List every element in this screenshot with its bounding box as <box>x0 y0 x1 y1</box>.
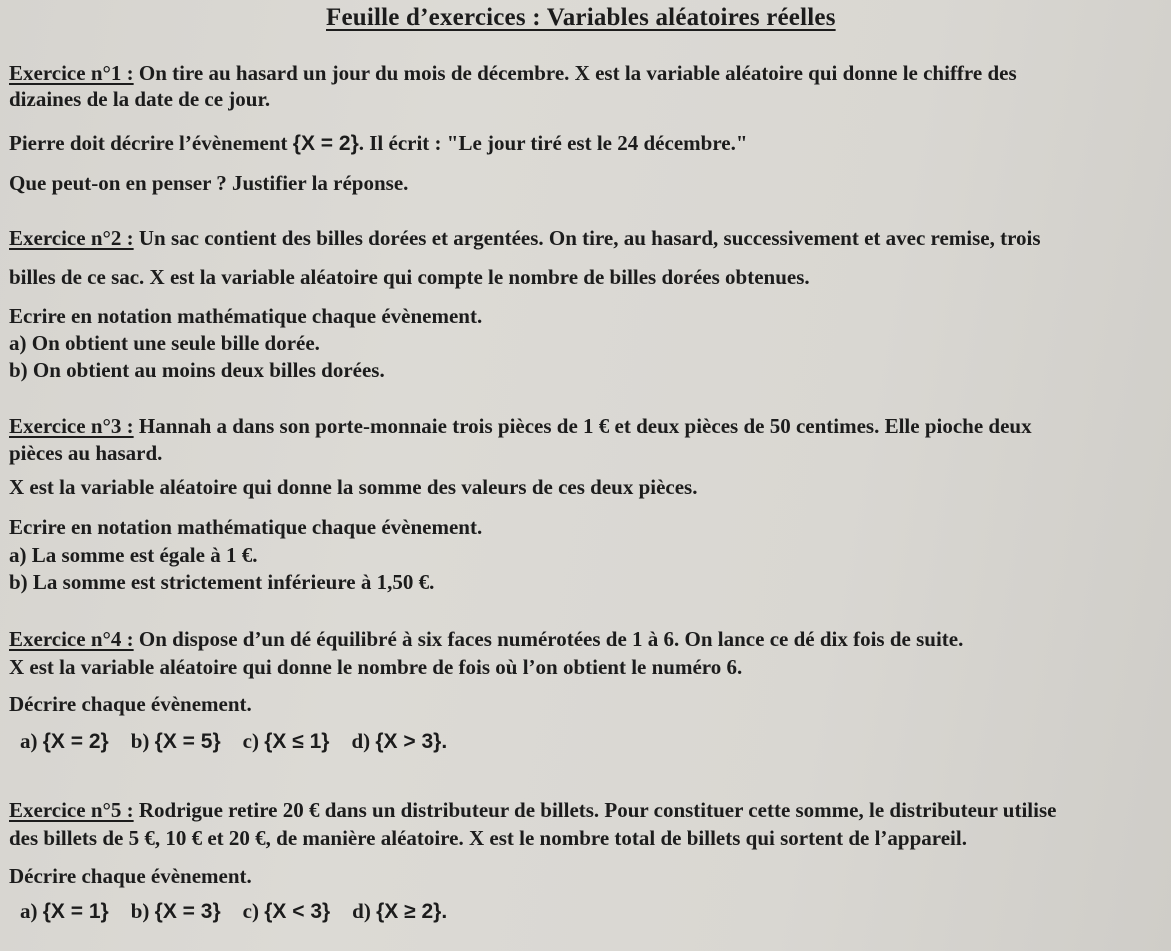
ex1-question: Que peut-on en penser ? <box>9 171 233 195</box>
ex5-item-d-math: {X ≥ 2}. <box>376 900 448 923</box>
ex5-item-a-math: {X = 1} <box>42 900 109 923</box>
ex4-item-a-letter: a) <box>20 729 43 753</box>
ex1-line1 <box>9 60 1017 86</box>
ex4-item-b-letter: b) <box>130 729 155 753</box>
ex5-text1: Rodrigue retire 20 € dans un distributeur de billets. Pour constituer cette somme, le distributeur utilise <box>133 798 1057 822</box>
ex5-item-d-letter: d) <box>352 899 377 923</box>
ex2-item-b: b) On obtient au moins deux billes dorées. <box>9 358 385 382</box>
ex3-line1 <box>9 413 1032 439</box>
ex1-text1: On tire au hasard un jour du mois de décembre. X est la variable aléatoire qui donne le chiffre des <box>133 61 1017 85</box>
ex2-item-a: a) On obtient une seule bille dorée. <box>9 331 320 355</box>
ex4-item-d-math: {X > 3}. <box>375 730 448 753</box>
ex3-line3: X est la variable aléatoire qui donne la somme des valeurs de ces deux pièces. <box>9 475 698 499</box>
ex5-line2: des billets de 5 €, 10 € et 20 €, de manière aléatoire. X est le nombre total de billets qui sortent de l’appareil. <box>9 826 967 850</box>
ex3-label: Exercice n°3 : <box>9 414 134 438</box>
ex2-line3: Ecrire en notation mathématique chaque évènement. <box>9 304 483 328</box>
ex5-item-b-math: {X = 3} <box>154 900 221 923</box>
ex4-text1: On dispose d’un dé équilibré à six faces numérotées de 1 à 6. On lance ce dé dix fois de suite. <box>133 627 964 651</box>
ex5-item-c-letter: c) <box>242 899 265 923</box>
ex2-line1 <box>9 225 1041 251</box>
ex3-item-a: a) La somme est égale à 1 €. <box>9 543 258 567</box>
ex5-item-a-letter: a) <box>20 899 43 923</box>
ex4-line2: X est la variable aléatoire qui donne le nombre de fois où l’on obtient le numéro 6. <box>9 655 743 679</box>
ex5-item-b-letter: b) <box>130 899 155 923</box>
ex5-line3: Décrire chaque évènement. <box>9 864 252 888</box>
ex5-item-c-math: {X < 3} <box>264 900 331 923</box>
ex1-line4 <box>9 170 408 196</box>
ex5-label: Exercice n°5 : <box>9 798 134 822</box>
ex2-label: Exercice n°2 : <box>9 226 134 250</box>
ex1-event-math: {X = 2} <box>292 132 359 155</box>
ex4-item-b-math: {X = 5} <box>154 730 221 753</box>
ex3-item-b: b) La somme est strictement inférieure à 1,50 €. <box>9 570 435 594</box>
ex1-text3-post: . Il écrit : "Le jour tiré est le 24 décembre." <box>358 131 748 155</box>
ex3-line2: pièces au hasard. <box>9 441 163 465</box>
ex4-item-d-letter: d) <box>351 729 376 753</box>
ex1-line2: dizaines de la date de ce jour. <box>9 87 271 111</box>
ex1-label: Exercice n°1 : <box>9 61 134 85</box>
worksheet-title: Feuille d’exercices : Variables aléatoires réelles <box>326 4 836 31</box>
ex1-text3-pre: Pierre doit décrire l’évènement <box>9 131 293 155</box>
ex3-line4: Ecrire en notation mathématique chaque évènement. <box>9 515 483 539</box>
ex3-text1: Hannah a dans son porte-monnaie trois pièces de 1 € et deux pièces de 50 centimes. Elle pioche deux <box>133 414 1032 438</box>
ex4-item-c-math: {X ≤ 1} <box>264 730 330 753</box>
ex4-label: Exercice n°4 : <box>9 627 134 651</box>
ex2-text1: Un sac contient des billes dorées et argentées. On tire, au hasard, successivement et avec remise, trois <box>133 226 1041 250</box>
ex2-line2: billes de ce sac. X est la variable aléatoire qui compte le nombre de billes dorées obtenues. <box>9 265 810 289</box>
ex5-items <box>20 898 447 925</box>
ex4-line1 <box>9 626 963 652</box>
ex1-justify: Justifier la réponse. <box>232 171 409 195</box>
ex4-item-c-letter: c) <box>242 729 265 753</box>
ex4-items <box>20 728 447 755</box>
ex4-item-a-math: {X = 2} <box>42 730 109 753</box>
ex4-line3: Décrire chaque évènement. <box>9 692 252 716</box>
ex5-line1 <box>9 797 1056 823</box>
ex1-line3 <box>9 130 748 157</box>
